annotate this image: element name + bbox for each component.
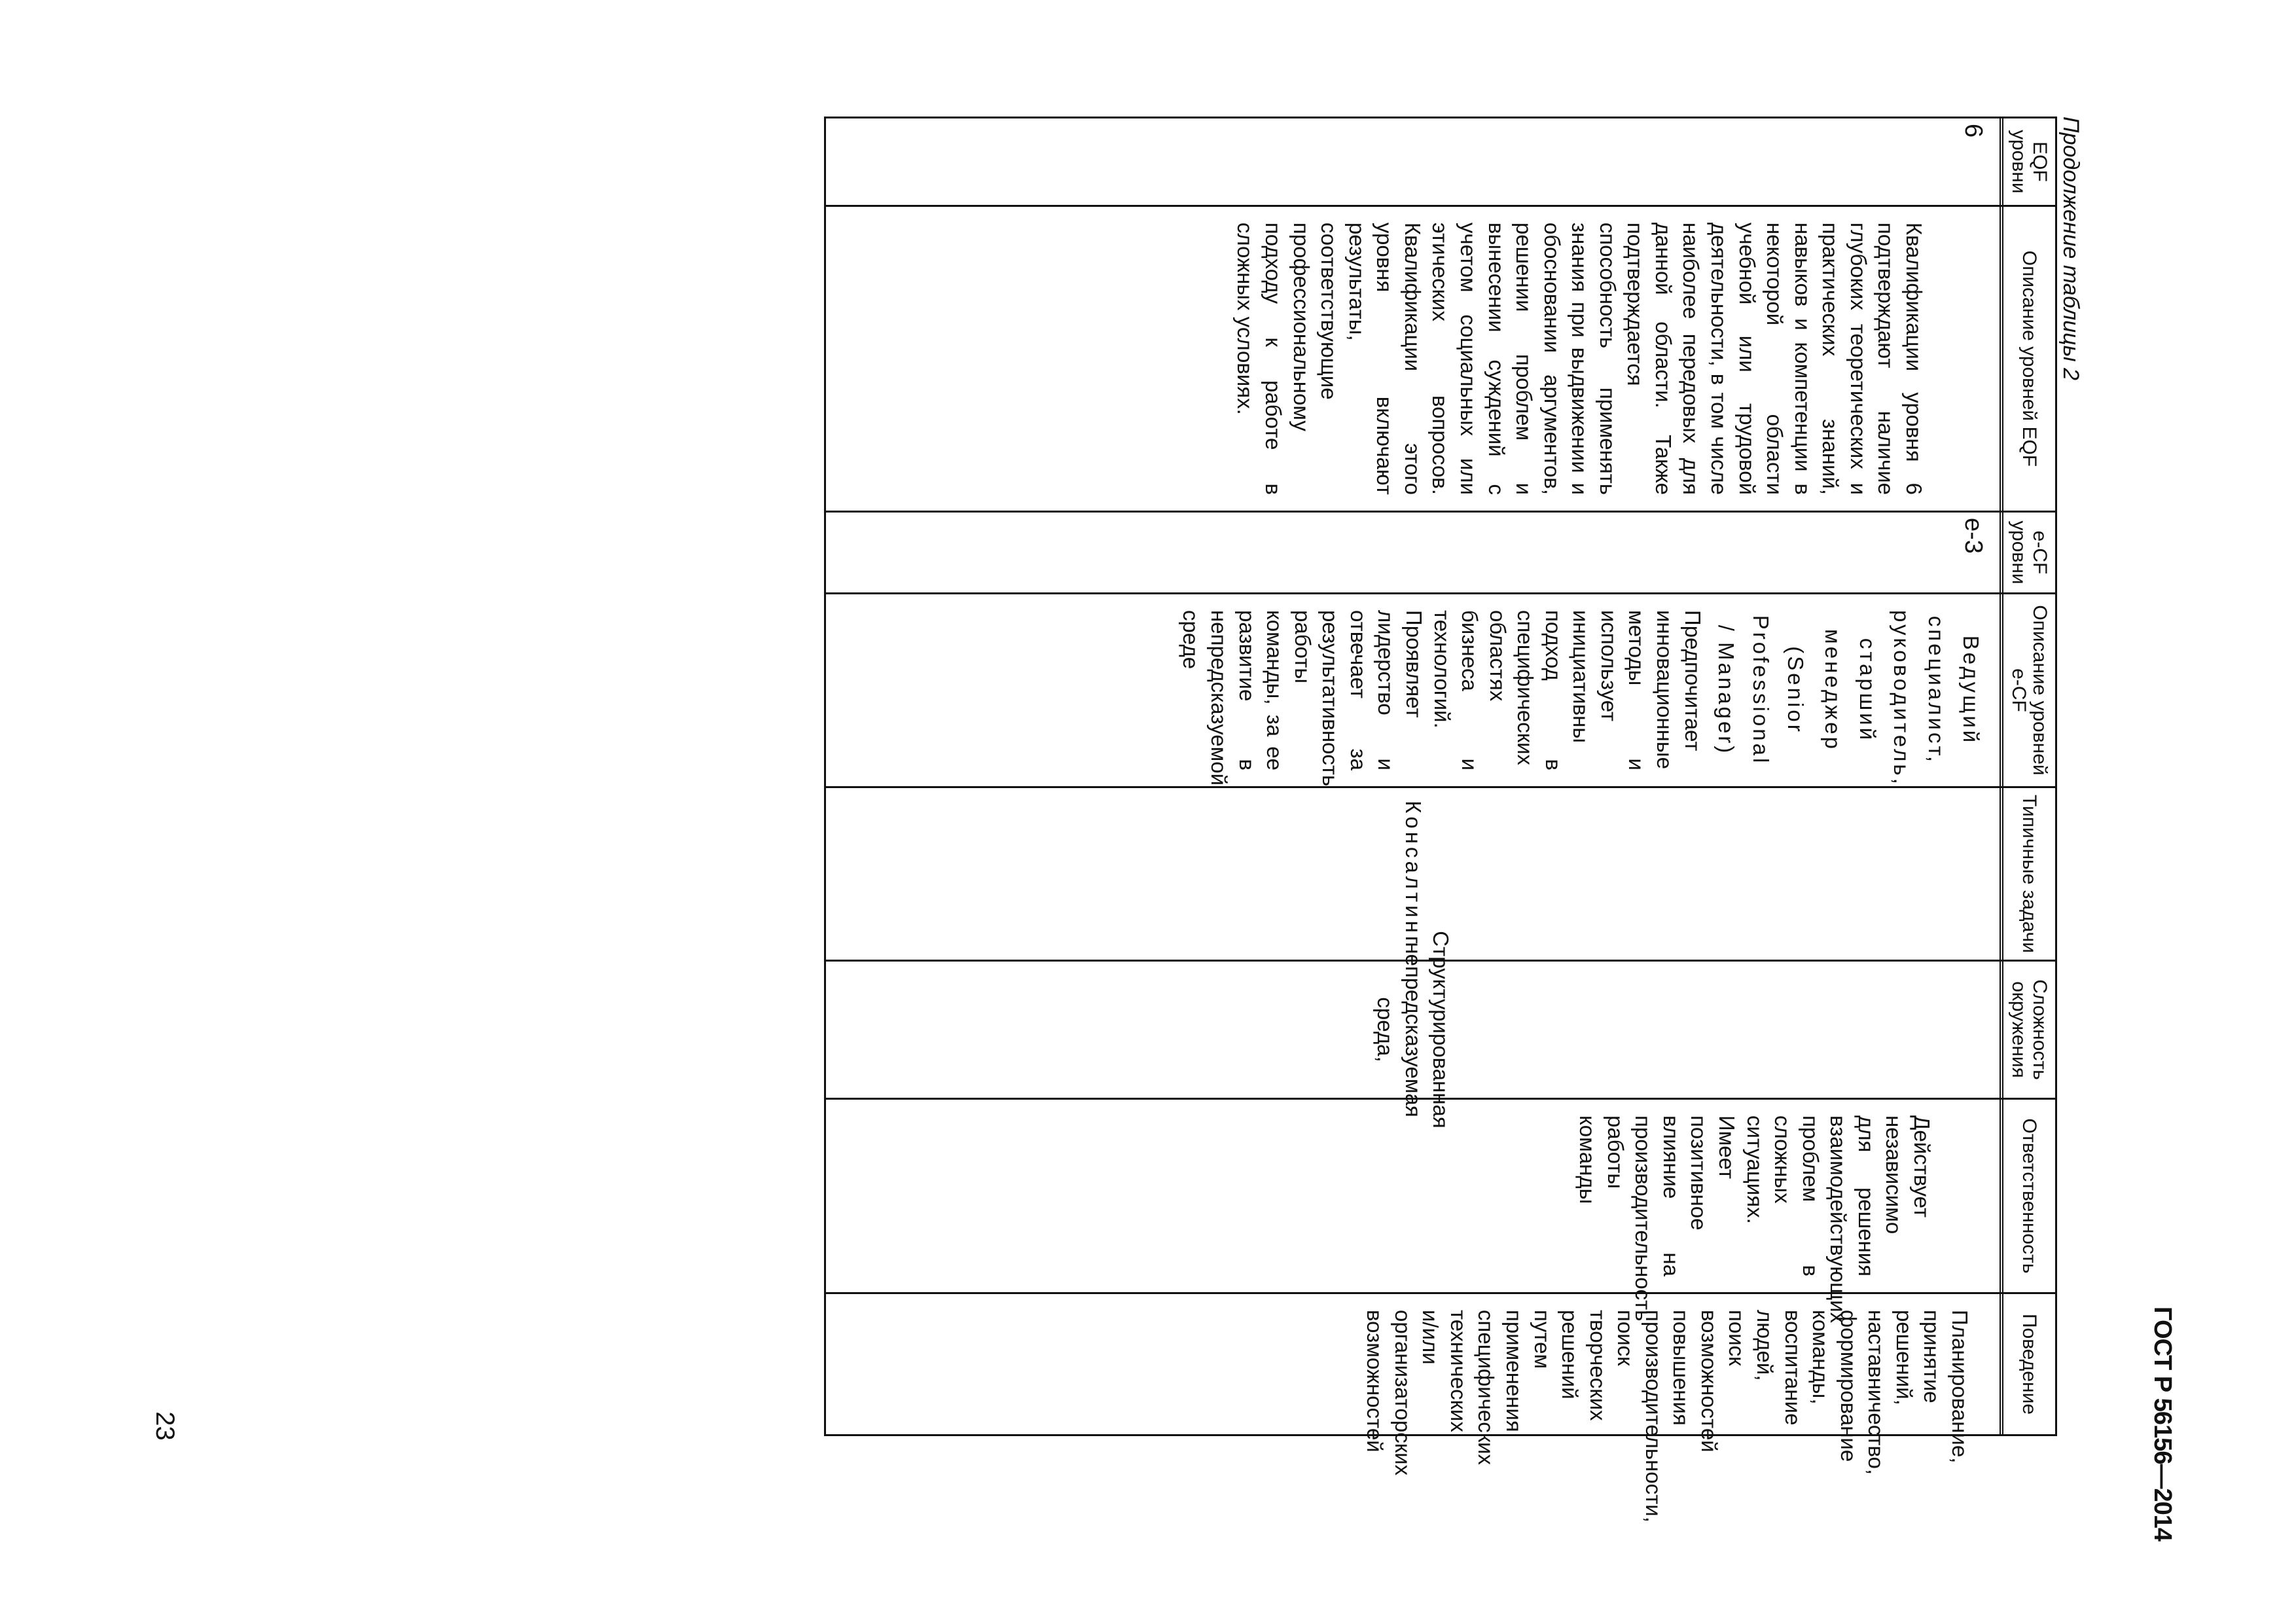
- table-column-environment-complexity: [826, 931, 2055, 1128]
- cell-ecf-level: e-3: [1960, 518, 1987, 554]
- page-number: 23: [150, 1411, 179, 1441]
- cell-environment-complexity: Структурированная непредсказуемая среда,: [1373, 931, 1454, 1128]
- table-column-eqf-description: [826, 207, 2055, 513]
- ecf-level-description: Предпочитает инновационные методы и использует инициативны подход в специфических областях бизнеса и технологий. Проявляет лидерство и отвечает за результативность работы команды, за ее развитие в непредсказуемой среде: [1179, 610, 1705, 787]
- table-column-responsibility: [826, 1100, 2055, 1324]
- cell-behavior: Планирование, принятие решений, наставничество, формирование команды, воспитание людей, поиск возможностей повышения производительности, поиск творческих решений путем применения специфических технических и/или организаторских возможностей: [1363, 1310, 1972, 1523]
- table-column-behavior: [826, 1294, 2055, 1523]
- column-header-typical-tasks: Типичные задачи: [2000, 788, 2055, 960]
- column-header-eqf-level: EQF уровни: [2000, 118, 2055, 205]
- column-header-environment-complexity: Сложность окружения: [2000, 962, 2055, 1098]
- eqf-ecf-table: [824, 117, 2057, 1523]
- column-header-responsibility: Ответственность: [2000, 1100, 2055, 1292]
- column-header-behavior: Поведение: [2000, 1294, 2055, 1434]
- cell-ecf-description: [826, 594, 2000, 786]
- column-header-eqf-description: Описание уровней EQF: [2000, 207, 2055, 511]
- cell-eqf-description: Квалификации уровня 6 подтверждают наличие глубоких теоретических и практических знаний, навыков и компетенции в некоторой области учебной или трудовой деятельности, в том числе наиболее передовых для данной области. Также подтверждается способность применять знания при выдвижении и обосновании аргументов, решении проблем и вынесении суждений с учетом социальных или этических вопросов. Квалификации этого уровня включают результаты, соответствующие профессиональному подходу к работе в сложных условиях.: [1233, 222, 1926, 496]
- rotated-page-content: [824, 117, 2176, 1541]
- column-header-ecf-description: Описание уровней e-CF: [2000, 594, 2055, 786]
- column-header-ecf-level: e-CF уровни: [2000, 513, 2055, 592]
- table-column-eqf-level: [826, 118, 2055, 207]
- cell-typical-tasks: Консалтинг: [1401, 801, 1426, 947]
- cell-eqf-level: 6: [1960, 124, 1987, 138]
- table-column-ecf-description: [826, 594, 2055, 788]
- table-continuation-caption: Продолжение таблицы 2: [2058, 117, 2083, 380]
- document-code: ГОСТ Р 56156—2014: [2149, 1307, 2176, 1541]
- ecf-level-title: Ведущий специалист, руководитель, старший менеджер: [1820, 610, 1983, 787]
- ecf-level-title-english: (Senior Professional / Manager): [1714, 615, 1808, 766]
- cell-responsibility: Действует независимо для решения взаимодействующих проблем в сложных ситуациях. Имеет позитивное влияние на производительность работы команды: [1575, 1115, 1934, 1324]
- table-column-ecf-level: [826, 513, 2055, 594]
